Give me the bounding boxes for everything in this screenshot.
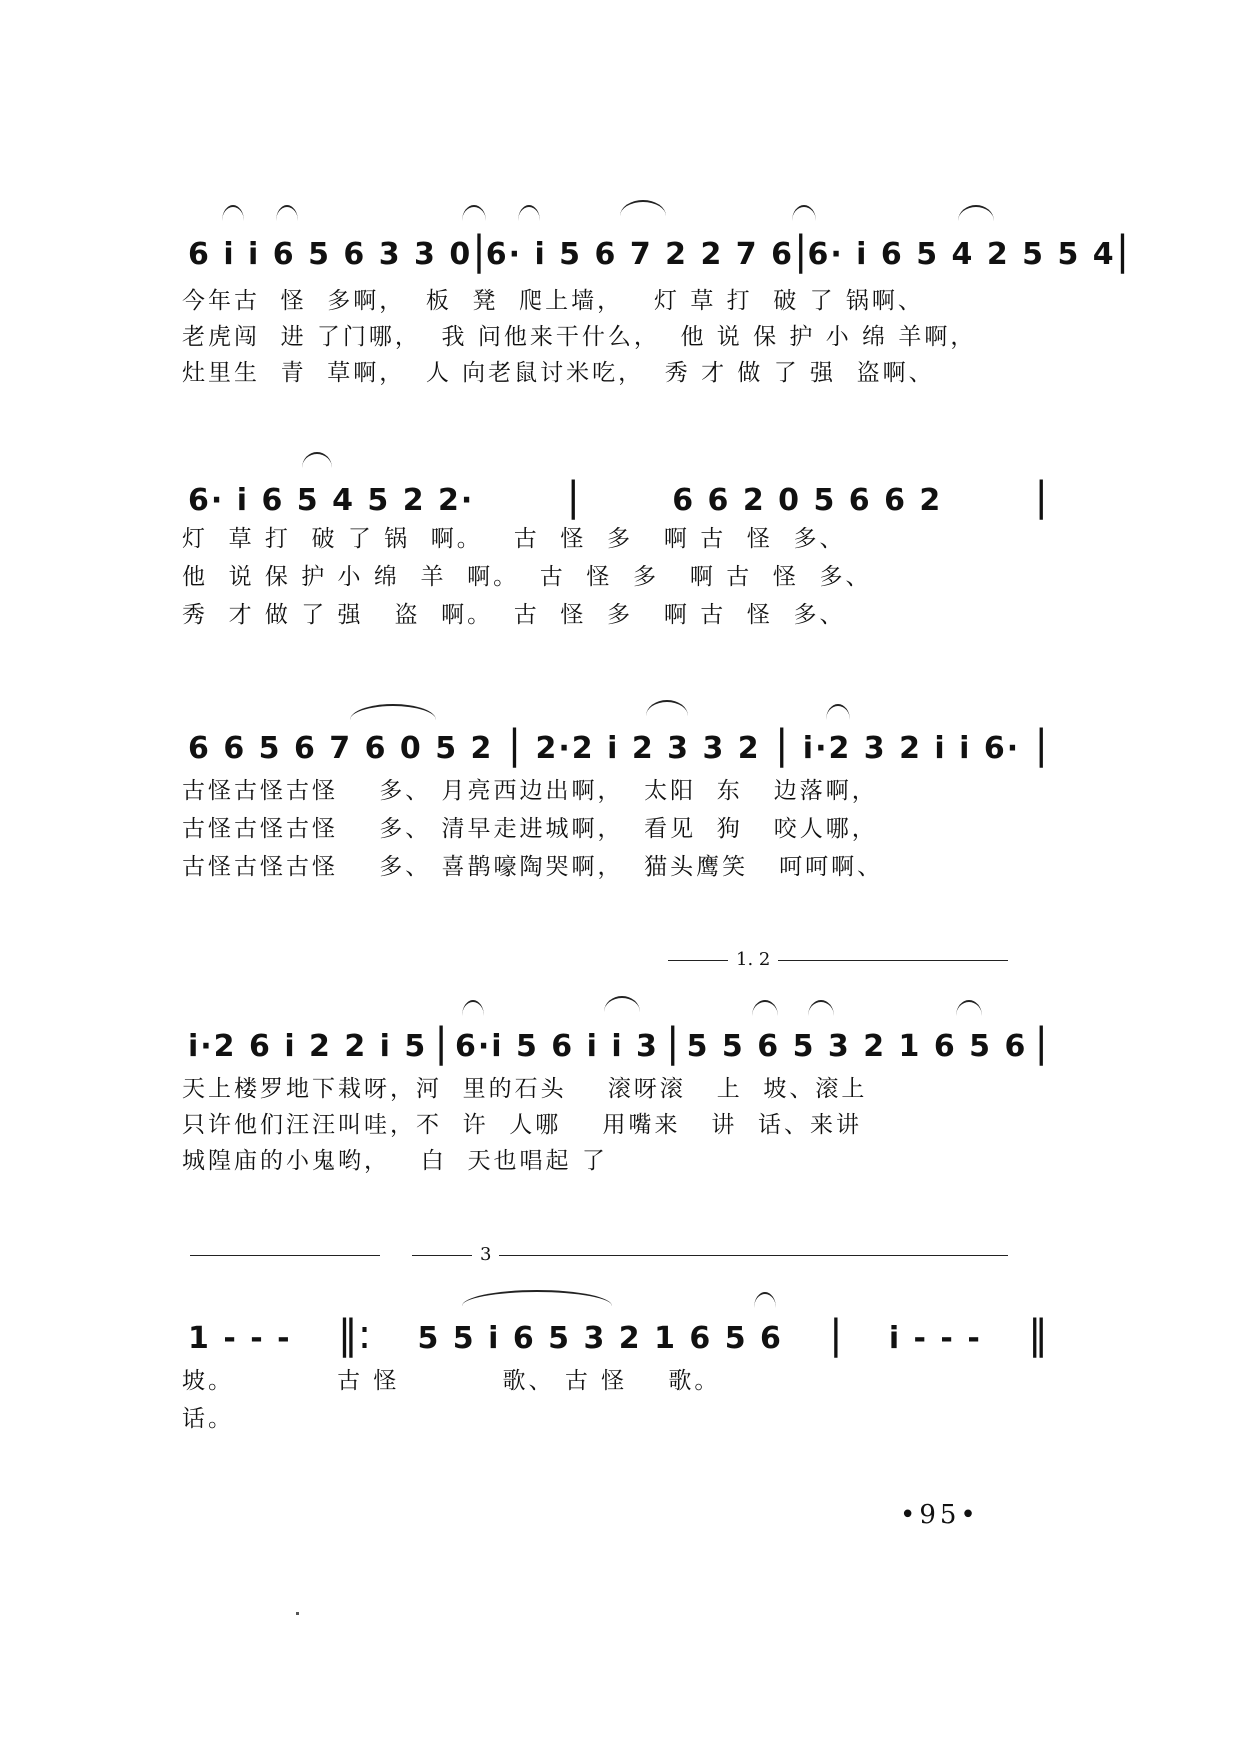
notation-line [188, 722, 1048, 768]
barline: | [507, 722, 522, 768]
lyric-verse-1: 今年古 怪 多啊， 板 凳 爬上墙， 灯 草 打 破 了 锅啊、 [182, 288, 924, 314]
measure-notes: 6·i 5 6 i i 3 [454, 1029, 659, 1064]
measure-notes: 5 5 6 5 3 2 1 6 5 6 [686, 1029, 1028, 1064]
lyric-verse-3: 古怪古怪古怪 多、 喜鹊嚎陶哭啊， 猫头鹰笑 呵呵啊、 [182, 854, 884, 880]
barline: | [1034, 722, 1048, 768]
slur [604, 996, 640, 1012]
lyric-verse-2: 话。 [182, 1406, 234, 1432]
lyric-verse-3: 灶里生 青 草啊， 人 向老鼠讨米吃， 秀 才 做 了 强 盗啊、 [182, 360, 935, 386]
barline: | [793, 228, 808, 274]
volta-bracket [190, 1255, 380, 1257]
notation-line [188, 228, 1130, 274]
slur [792, 205, 816, 221]
measure-notes: 6· i 6 5 4 2 5 5 4 [807, 237, 1116, 272]
measure-notes: i·2 3 2 i i 6· [802, 731, 1021, 766]
slur [646, 700, 688, 716]
measure-notes: 6· i 5 6 7 2 2 7 6 [485, 237, 794, 272]
slur [620, 200, 666, 216]
barline: | [775, 722, 789, 768]
lyric-verse-1: 灯 草 打 破 了 锅 啊。 古 怪 多 啊 古 怪 多、 [182, 526, 846, 552]
slur [752, 1000, 778, 1016]
lyric-verse-2: 他 说 保 护 小 绵 羊 啊。 古 怪 多 啊 古 怪 多、 [182, 564, 872, 590]
slur [958, 205, 994, 221]
slur [276, 205, 298, 221]
volta-label: 1. 2 [728, 949, 778, 970]
barline: | [434, 1020, 448, 1066]
barline: | [1115, 228, 1130, 274]
lyric-verse-3: 城隍庙的小鬼哟， 白 天也唱起 了 [182, 1148, 608, 1174]
slur [956, 1000, 982, 1016]
volta-bracket [412, 1244, 1008, 1265]
slur [222, 205, 244, 221]
slur [462, 205, 486, 221]
lyric-verse-1: 坡。 古 怪 歌、 古 怪 歌。 [182, 1368, 721, 1394]
repeat-sign: ‖: [337, 1312, 372, 1358]
volta-bracket [668, 949, 1008, 970]
measure-notes: 6· i 6 5 4 5 2 2· [188, 483, 475, 518]
measure-notes: i·2 6 i 2 2 i 5 [188, 1029, 428, 1064]
barline: | [472, 228, 486, 274]
measure-notes: 6 6 2 0 5 6 6 2 [672, 483, 943, 518]
lyric-verse-2: 老虎闯 进 了门哪， 我 问他来干什么， 他 说 保 护 小 绵 羊啊， [182, 324, 977, 350]
final-barline: ‖ [1028, 1312, 1048, 1358]
notation-line [188, 1312, 1048, 1358]
notation-line [188, 1020, 1048, 1066]
slur [518, 205, 540, 221]
volta-label: 3 [472, 1244, 499, 1265]
lyric-verse-1: 天上楼罗地下栽呀，河 里的石头 滚呀滚 上 坡、滚上 [182, 1076, 868, 1102]
barline: | [1034, 1020, 1048, 1066]
lyric-verse-3: 秀 才 做 了 强 盗 啊。 古 怪 多 啊 古 怪 多、 [182, 602, 846, 628]
lyric-verse-2: 古怪古怪古怪 多、 清早走进城啊， 看见 狗 咬人哪， [182, 816, 878, 842]
slur [462, 1000, 484, 1016]
slur [302, 452, 332, 468]
barline: | [566, 474, 580, 520]
speck [296, 1612, 299, 1615]
barline: | [829, 1312, 843, 1358]
slur [754, 1292, 776, 1308]
measure-notes: i - - - [888, 1321, 982, 1356]
measure-notes: 1 - - - [188, 1321, 292, 1356]
slur [808, 1000, 834, 1016]
slur [350, 704, 436, 720]
measure-notes: 5 5 i 6 5 3 2 1 6 5 6 [417, 1321, 783, 1356]
notation-line [188, 474, 1048, 520]
barline: | [666, 1020, 680, 1066]
measure-notes: 2·2 i 2 3 3 2 [535, 731, 761, 766]
measure-notes: 6 i i 6 5 6 3 3 0 [188, 237, 473, 272]
slur [826, 704, 850, 720]
lyric-verse-1: 古怪古怪古怪 多、 月亮西边出啊， 太阳 东 边落啊， [182, 778, 878, 804]
slur [462, 1290, 612, 1306]
page-number: •95• [900, 1500, 980, 1530]
lyric-verse-2: 只许他们汪汪叫哇，不 许 人哪 用嘴来 讲 话、来讲 [182, 1112, 863, 1138]
measure-notes: 6 6 5 6 7 6 0 5 2 [188, 731, 494, 766]
barline: | [1034, 474, 1048, 520]
